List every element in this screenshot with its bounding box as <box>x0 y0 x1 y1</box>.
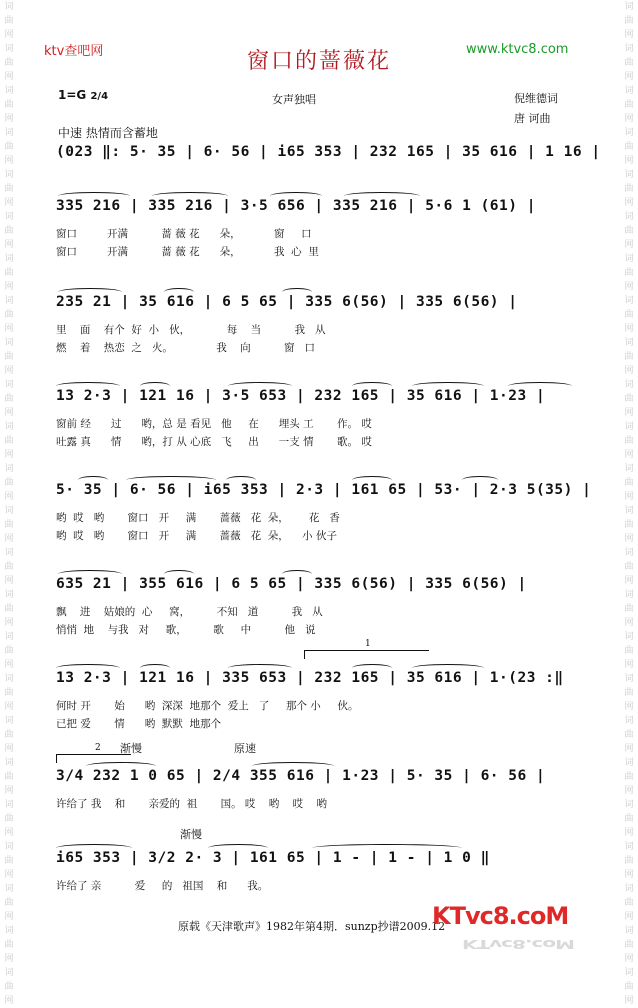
volta-first-ending <box>304 639 429 659</box>
notation-line: 5· 35 | 6· 56 | i65 353 | 2·3 | 161 65 | 53· | 2·3 5(35) | <box>56 482 592 498</box>
notation-line: 335 216 | 335 216 | 3·5 656 | 335 216 | 5·6 1 (61) | <box>56 198 536 214</box>
key-label: 1=G <box>58 88 87 102</box>
lyrics-verse-1: 许给了 我 和 亲爱的 祖 国。 哎 哟 哎 哟 <box>56 798 327 810</box>
ritardando-marking: 渐慢 <box>180 828 202 841</box>
lyrics-verse-1: 里 面 有个 好 小 伙， 每 当 我 从 <box>56 324 326 336</box>
notation-line: 13 2·3 | 121 16 | 3·5 653 | 232 165 | 35 616 | 1·23 | <box>56 388 546 404</box>
brand-left-text[interactable]: ktv查吧网 <box>44 44 104 59</box>
tempo-marking: 中速 热情而含蓄地 <box>58 126 158 140</box>
side-watermark-right: 词曲网 词曲网 词曲网 词曲网 词曲网 词曲网 词曲网 词曲网 词曲网 词曲网 词曲网 词曲网 词曲网 词曲网 词曲网 词曲网 词曲网 词曲网 词曲网 词曲网 词曲网 词曲网 词曲网 词曲网 <box>624 2 634 1006</box>
source-note: 原载《天津歌声》1982年第4期．sunzp抄谱2009.12 <box>178 920 446 933</box>
lyrics-verse-2: 窗口 开满 蔷 薇 花 朵， 我 心 里 <box>56 246 319 258</box>
volta-label: 1 <box>365 639 371 649</box>
lyrics-verse-1: 窗口 开满 蔷 薇 花 朵， 窗 口 <box>56 228 312 240</box>
notation-line: i65 353 | 3/2 2· 3 | 161 65 | 1 - | 1 - | 1 0 ‖ <box>56 850 490 866</box>
notation-line: 3/4 232 1 0 65 | 2/4 355 616 | 1·23 | 5· 35 | 6· 56 | <box>56 768 546 784</box>
song-title: 窗口的蔷薇花 <box>246 49 391 74</box>
lyrics-verse-2: 燃 着 热恋 之 火。 我 向 窗 口 <box>56 342 316 354</box>
notation-line: 13 2·3 | 121 16 | 335 653 | 232 165 | 35 616 | 1·(23 :‖ <box>56 670 564 686</box>
brand-right-url[interactable]: www.ktvc8.com <box>466 42 569 57</box>
ritardando-marking: 渐慢 <box>120 742 142 755</box>
lyrics-verse-2: 悄悄 地 与我 对 歌， 歌 中 他 说 <box>56 624 316 636</box>
composer-credit: 唐 诃曲 <box>514 112 551 125</box>
notation-line: 235 21 | 35 616 | 6 5 65 | 335 6(56) | 335 6(56) | <box>56 294 518 310</box>
lyrics-verse-1: 哟 哎 哟 窗口 开 满 蔷薇 花 朵， 花 香 <box>56 512 340 524</box>
lyrics-verse-2: 已把 爱 情 哟 默默 地那个 <box>56 718 222 730</box>
lyrics-verse-1: 许给了 亲 爱 的 祖国 和 我。 <box>56 880 269 892</box>
lyrics-verse-1: 何时 开 始 哟 深深 地那个 爱上 了 那个 小 伙。 <box>56 700 359 712</box>
site-logo: KTvc8.coM <box>432 902 569 930</box>
lyricist-credit: 倪维德词 <box>514 92 558 105</box>
side-watermark-left: 词曲网 词曲网 词曲网 词曲网 词曲网 词曲网 词曲网 词曲网 词曲网 词曲网 词曲网 词曲网 词曲网 词曲网 词曲网 词曲网 词曲网 词曲网 词曲网 词曲网 词曲网 词曲网 词曲网 词曲网 <box>4 2 14 1006</box>
a-tempo-marking: 原速 <box>234 742 256 755</box>
performance-type: 女声独唱 <box>272 93 316 106</box>
lyrics-verse-1: 窗前 经 过 哟，总 是 看见 他 在 埋头 工 作。 哎 <box>56 418 372 430</box>
time-signature: 2/4 <box>90 91 109 102</box>
volta-label: 2 <box>95 743 101 753</box>
notation-line: 635 21 | 355 616 | 6 5 65 | 335 6(56) | 335 6(56) | <box>56 576 527 592</box>
site-logo-reflection: KTvc8.coM <box>462 936 575 952</box>
lyrics-verse-2: 哟 哎 哟 窗口 开 满 蔷薇 花 朵， 小 伙子 <box>56 530 337 542</box>
notation-line: (023 ‖: 5· 35 | 6· 56 | i65 353 | 232 165 | 35 616 | 1 16 | <box>56 144 601 160</box>
key-signature <box>58 88 108 102</box>
lyrics-verse-2: 吐露 真 情 哟，打 从 心底 飞 出 一支 情 歌。 哎 <box>56 436 372 448</box>
lyrics-verse-1: 飘 进 姑娘的 心 窝， 不知 道 我 从 <box>56 606 323 618</box>
